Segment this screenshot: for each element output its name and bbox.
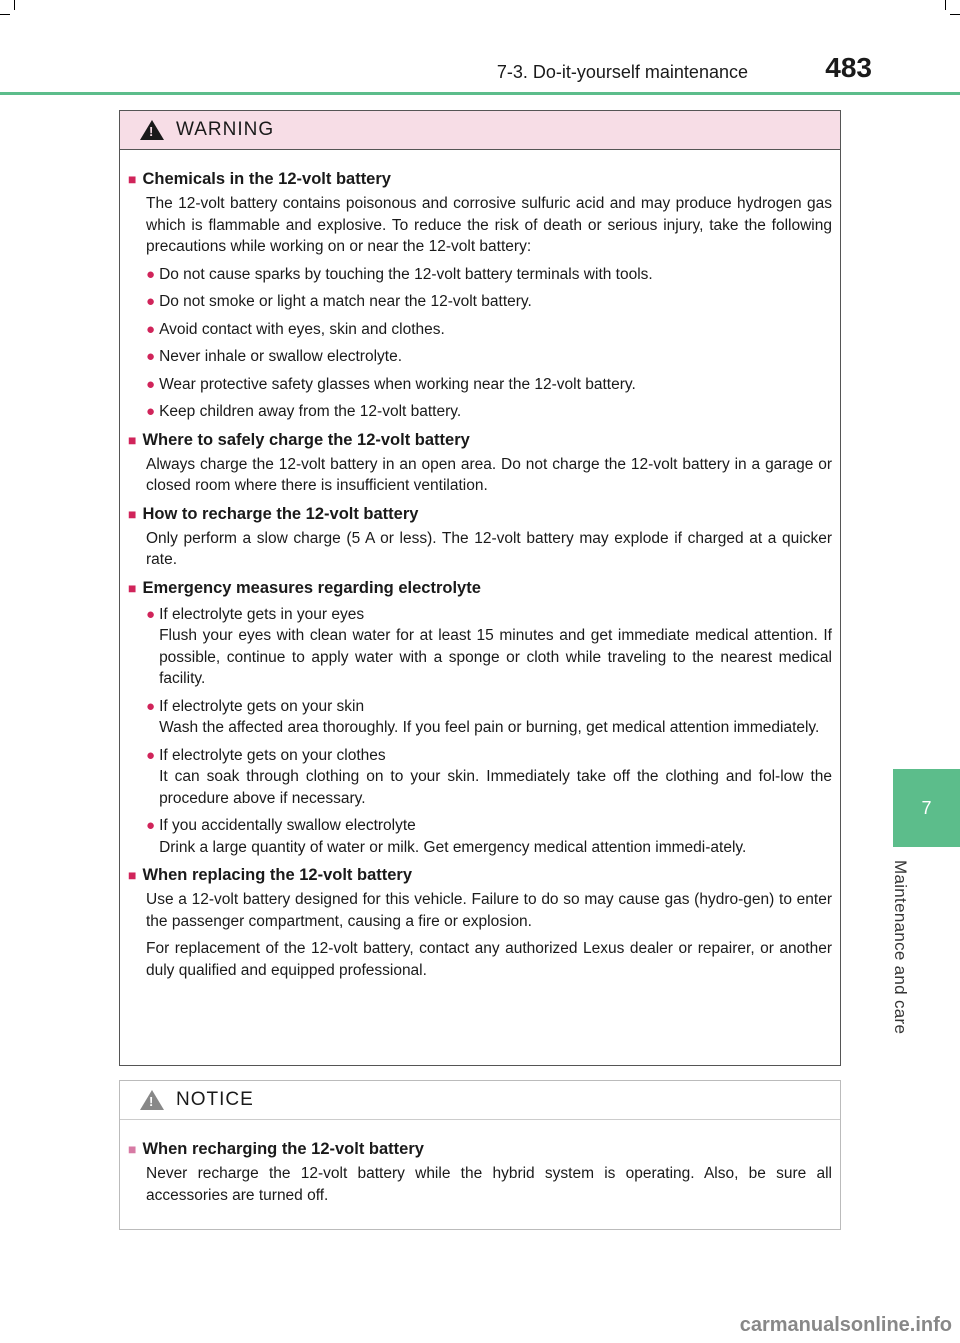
notice-body xyxy=(120,1120,840,1206)
notice-header xyxy=(120,1081,840,1120)
page-number: 483 xyxy=(825,52,872,83)
heading-text: Where to safely charge the 12-volt battery xyxy=(142,430,470,449)
round-bullet-icon: ● xyxy=(146,817,156,834)
section-heading xyxy=(128,866,832,885)
bullet-text: Keep children away from the 12-volt battery. xyxy=(159,403,462,420)
round-bullet-icon: ● xyxy=(146,746,156,764)
bullet-item xyxy=(146,291,832,313)
page-header xyxy=(0,0,960,96)
section-heading xyxy=(128,579,832,598)
section-heading xyxy=(128,1140,832,1159)
paragraph: Only perform a slow charge (5 A or less). The 12-volt battery may explode if charged at a quicker rate. xyxy=(146,529,832,568)
paragraph: Use a 12-volt battery designed for this vehicle. Failure to do so may cause gas (hydro-gen) to enter the passenger compartment, causing a fire or explosion. xyxy=(146,891,832,930)
bullet-text: If you accidentally swallow electrolyte Drink a large quantity of water or milk. Get emergency medical attention immedi-ately. xyxy=(159,817,747,856)
bullet-item xyxy=(146,604,832,690)
heading-text: Chemicals in the 12-volt battery xyxy=(142,170,391,188)
bullet-text: Do not smoke or light a match near the 12-volt battery. xyxy=(159,293,532,310)
round-bullet-icon: ● xyxy=(146,348,156,365)
round-bullet-icon: ● xyxy=(146,375,156,393)
bullet-item xyxy=(146,696,832,739)
section-heading xyxy=(128,431,832,450)
bullet-item xyxy=(146,264,832,286)
bullet-item xyxy=(146,374,832,396)
round-bullet-icon: ● xyxy=(146,293,156,310)
header-rule xyxy=(0,92,960,95)
paragraph: The 12-volt battery contains poisonous and corrosive sulfuric acid and may produce hydrogen gas which is flammable and explosive. To reduce the risk of death or serious injury, take the following precautions while working on or near the 12-volt battery: xyxy=(146,195,832,255)
section-heading xyxy=(128,505,832,524)
heading-text: How to recharge the 12-volt battery xyxy=(142,504,419,523)
section-title: 7-3. Do-it-yourself maintenance xyxy=(496,62,748,82)
warning-body xyxy=(120,150,840,981)
bullet-item xyxy=(146,815,832,858)
bullet-item xyxy=(146,745,832,810)
chapter-tab: 7 xyxy=(893,769,960,847)
bullet-text: Avoid contact with eyes, skin and clothes. xyxy=(159,320,445,338)
bullet-text: If electrolyte gets on your clothes It can soak through clothing on to your skin. Immediately take off the clothing and fol-low the procedure above if necessary. xyxy=(159,746,832,807)
heading-text: When recharging the 12-volt battery xyxy=(142,1140,424,1158)
bullet-text: Wear protective safety glasses when working near the 12-volt battery. xyxy=(159,375,636,393)
bullet-text: Never inhale or swallow electrolyte. xyxy=(159,348,402,365)
round-bullet-icon: ● xyxy=(146,605,156,623)
warning-header xyxy=(120,111,840,150)
paragraph: For replacement of the 12-volt battery, contact any authorized Lexus dealer or repairer, or another duly qualified and equipped professional. xyxy=(146,940,832,979)
square-bullet-icon: ■ xyxy=(128,1141,137,1157)
bullet-text: Do not cause sparks by touching the 12-volt battery terminals with tools. xyxy=(159,265,653,283)
square-bullet-icon: ■ xyxy=(128,505,137,522)
round-bullet-icon: ● xyxy=(146,403,156,420)
bullet-item xyxy=(146,346,832,368)
round-bullet-icon: ● xyxy=(146,697,156,715)
warning-title: WARNING xyxy=(176,119,275,140)
notice-box xyxy=(119,1080,841,1230)
watermark: carmanualsonline.info xyxy=(739,1314,952,1336)
warning-box xyxy=(119,110,841,1066)
bullet-item xyxy=(146,319,832,341)
heading-text: When replacing the 12-volt battery xyxy=(142,866,413,884)
notice-icon xyxy=(140,1090,164,1110)
section-heading xyxy=(128,170,832,189)
bullet-text: If electrolyte gets in your eyes Flush your eyes with clean water for at least 15 minutes and get immediate medical attention. If possible, continue to apply water with a sponge or cloth while traveling to the nearest medical facility. xyxy=(159,605,832,687)
bullet-text: If electrolyte gets on your skin Wash the affected area thoroughly. If you feel pain or burning, get medical attention immediately. xyxy=(159,697,820,736)
notice-title: NOTICE xyxy=(176,1089,254,1110)
square-bullet-icon: ■ xyxy=(128,867,137,883)
round-bullet-icon: ● xyxy=(146,265,156,283)
round-bullet-icon: ● xyxy=(146,320,156,338)
paragraph: Always charge the 12-volt battery in an open area. Do not charge the 12-volt battery in a garage or closed room where there is insufficient ventilation. xyxy=(146,455,832,494)
square-bullet-icon: ■ xyxy=(128,171,137,187)
warning-icon xyxy=(140,120,164,140)
heading-text: Emergency measures regarding electrolyte xyxy=(142,578,481,597)
square-bullet-icon: ■ xyxy=(128,431,137,448)
square-bullet-icon: ■ xyxy=(128,579,137,596)
bullet-item xyxy=(146,401,832,423)
chapter-title: Maintenance and care xyxy=(891,860,910,1035)
paragraph: Never recharge the 12-volt battery while the hybrid system is operating. Also, be sure all accessories are turned off. xyxy=(146,1165,832,1204)
